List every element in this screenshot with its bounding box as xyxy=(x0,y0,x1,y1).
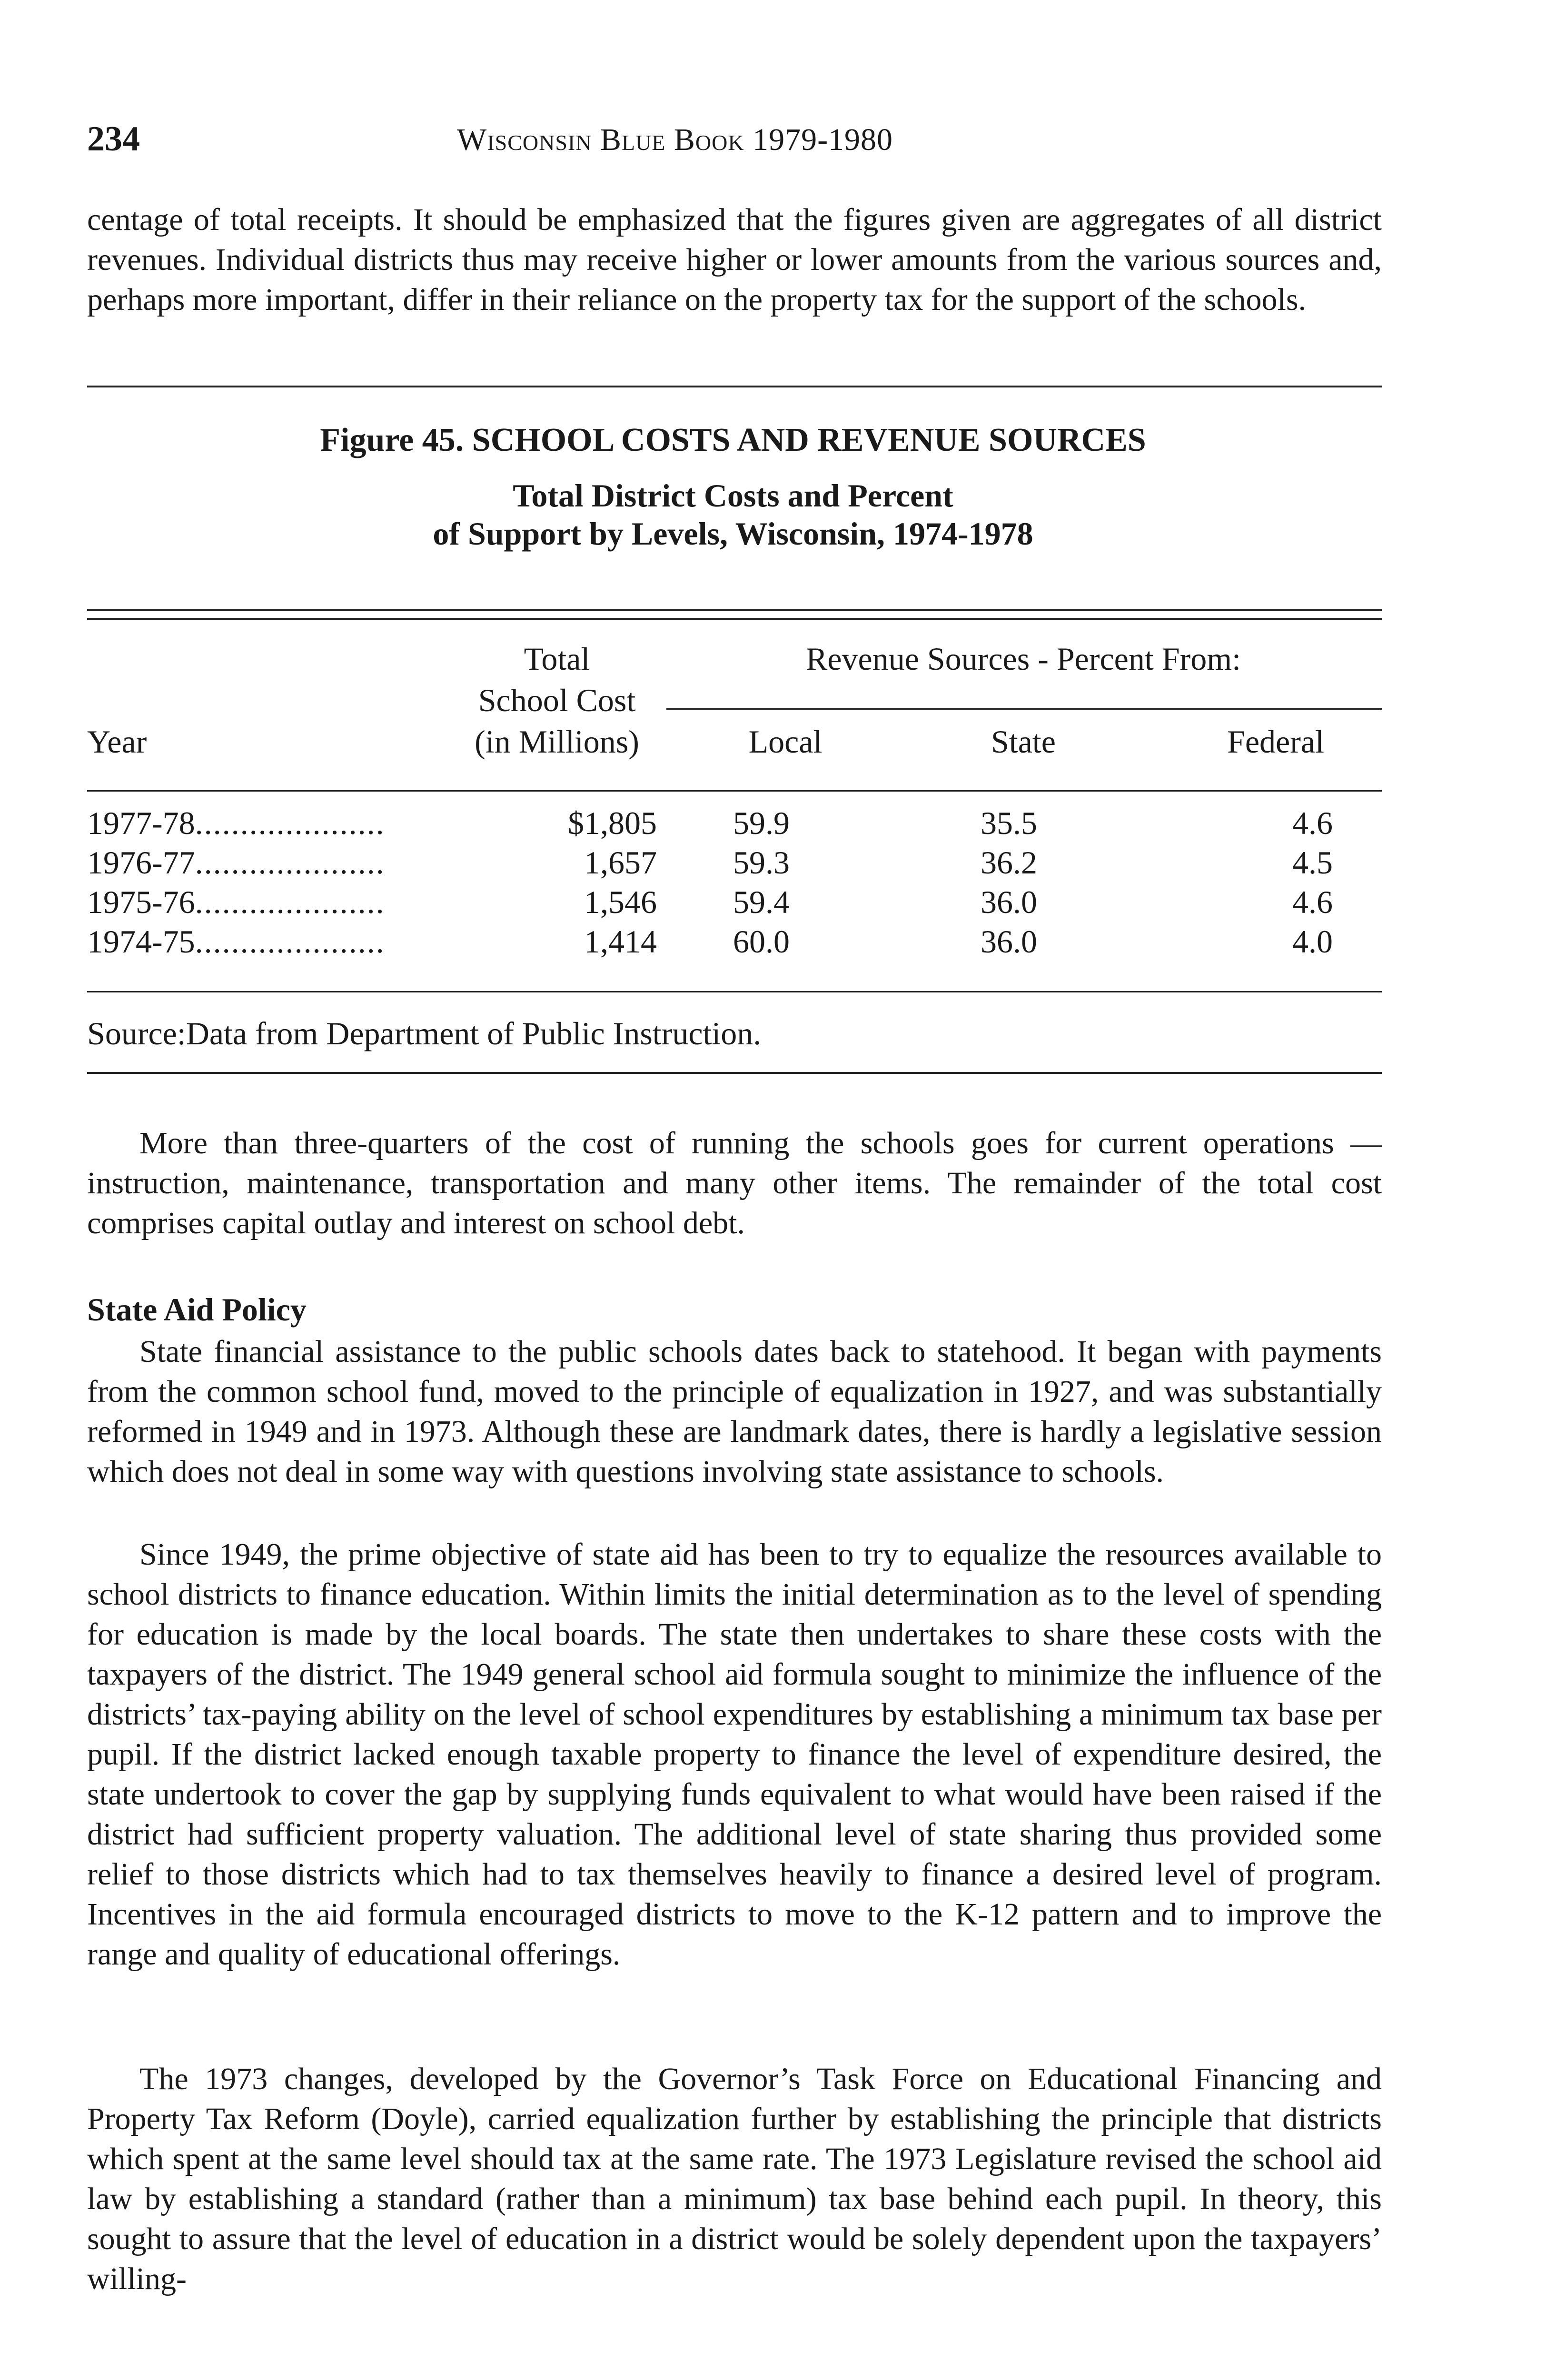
paragraph-1973-changes: The 1973 changes, developed by the Governor’s Task Force on Educational Financing and Property Tax Reform (Doyle), carried equalization further by establishing the principle that districts which spent at the same level should tax at the same rate. The 1973 Legislature revised the school aid law by establishing a standard (rather than a minimum) tax base behind each pupil. In theory, this sought to assure that the level of education in a district would be solely dependent upon the taxpayers’ willing- xyxy=(87,2062,1382,2296)
table-cell-state: 36.2 xyxy=(981,844,1037,881)
running-title xyxy=(457,122,893,158)
table-cell-federal: 4.6 xyxy=(1292,884,1333,920)
col-header-cost-line3: (in Millions) xyxy=(475,724,639,760)
running-title-year: 1979-1980 xyxy=(753,122,893,157)
table-cell-cost: 1,546 xyxy=(584,884,657,920)
figure-subtitle-line2: of Support by Levels, Wisconsin, 1974-1978 xyxy=(433,516,1033,552)
figure-top-rule xyxy=(87,386,1382,387)
row-year-value: 1976-77 xyxy=(87,844,195,881)
table-cell-local: 59.4 xyxy=(733,884,790,920)
table-cell-federal: 4.0 xyxy=(1292,923,1333,960)
table-cell-federal: 4.5 xyxy=(1292,844,1333,881)
running-title-text: Wisconsin Blue Book xyxy=(457,122,744,157)
table-cell-federal: 4.6 xyxy=(1292,805,1333,841)
section-heading: State Aid Policy xyxy=(87,1291,307,1328)
figure-bottom-rule xyxy=(87,1072,1382,1074)
col-header-cost-line1: Total xyxy=(524,641,590,677)
col-header-federal: Federal xyxy=(1227,724,1324,760)
table-double-rule-top xyxy=(87,609,1382,611)
table-double-rule-bottom xyxy=(87,618,1382,620)
table-cell-state: 36.0 xyxy=(981,923,1037,960)
table-cell-state: 36.0 xyxy=(981,884,1037,920)
table-row-year xyxy=(87,804,385,842)
row-year-value: 1974-75 xyxy=(87,923,195,960)
figure-title: Figure 45. SCHOOL COSTS AND REVENUE SOURCES xyxy=(320,422,1146,458)
figure-subtitle-line1: Total District Costs and Percent xyxy=(513,477,953,514)
table-cell-local: 59.3 xyxy=(733,844,790,881)
row-leader-dots: ..................... xyxy=(195,844,385,881)
table-cell-state: 35.5 xyxy=(981,805,1037,841)
intro-paragraph: centage of total receipts. It should be emphasized that the figures given are aggregates of all district revenues. Individual districts thus may receive higher or lower amounts from the various sources and, perhaps more important, differ in their reliance on the property tax for the support of the schools. xyxy=(87,202,1382,317)
col-header-cost-line2: School Cost xyxy=(478,682,636,718)
paragraph-state-aid-history: State financial assistance to the public schools dates back to statehood. It began with payments from the common school fund, moved to the principle of equalization in 1927, and was substantially reformed in 1949 and in 1973. Although these are landmark dates, there is hardly a legislative session which does not deal in some way with questions involving state assistance to schools. xyxy=(87,1334,1382,1489)
row-year-value: 1977-78 xyxy=(87,805,195,841)
col-header-local: Local xyxy=(748,724,823,760)
col-group-header-revenue: Revenue Sources - Percent From: xyxy=(806,641,1241,677)
table-cell-local: 60.0 xyxy=(733,923,790,960)
col-header-year: Year xyxy=(87,724,147,760)
row-leader-dots: ..................... xyxy=(195,805,385,841)
table-cell-cost: 1,657 xyxy=(584,844,657,881)
paragraph-costs: More than three-quarters of the cost of running the schools goes for current operations — instruction, maintenance, transportation and many other items. The remainder of the total cost comprises capital outlay and interest on school debt. xyxy=(87,1126,1382,1240)
page-number: 234 xyxy=(87,119,140,159)
group-header-rule xyxy=(666,708,1382,710)
table-bottom-rule xyxy=(87,991,1382,992)
paragraph-since-1949: Since 1949, the prime objective of state aid has been to try to equalize the resources available to school districts to finance education. Within limits the initial determination as to the level of spending for education is made by the local boards. The state then undertakes to share these costs with the taxpayers of the district. The 1949 general school aid formula sought to minimize the influence of the districts’ tax-paying ability on the level of school expenditures by establishing a minimum tax base per pupil. If the district lacked enough taxable property to finance the level of expenditure desired, the state undertook to cover the gap by supplying funds equivalent to what would have been raised if the district had sufficient property valuation. The additional level of state sharing thus provided some relief to those districts which had to tax themselves heavily to finance a desired level of program. Incentives in the aid formula encouraged districts to move to the K-12 pattern and to improve the range and quality of educational offerings. xyxy=(87,1537,1382,1972)
table-row-year xyxy=(87,883,385,921)
row-year-value: 1975-76 xyxy=(87,884,195,920)
col-header-state: State xyxy=(991,724,1056,760)
table-row-year xyxy=(87,923,385,961)
table-cell-cost: 1,414 xyxy=(584,923,657,960)
table-header-rule xyxy=(87,790,1382,792)
table-cell-local: 59.9 xyxy=(733,805,790,841)
table-cell-cost: $1,805 xyxy=(568,805,657,841)
row-leader-dots: ..................... xyxy=(195,923,385,960)
figure-source-note: Source:Data from Department of Public Instruction. xyxy=(87,1015,762,1051)
row-leader-dots: ..................... xyxy=(195,884,385,920)
table-row-year xyxy=(87,844,385,882)
